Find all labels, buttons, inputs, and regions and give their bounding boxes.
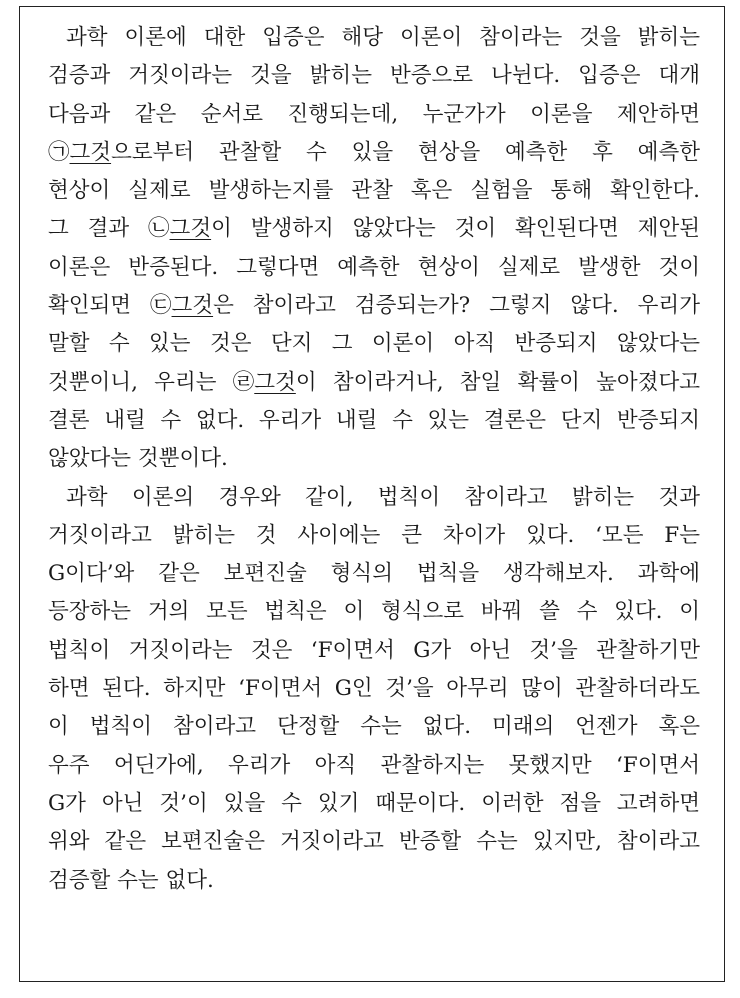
text-line: 검증과 거짓이라는 것을 밝히는 반증으로 나뉜다. 입증은 대개: [48, 63, 700, 89]
line-text: 은 참이라고 검증되는가? 그렇지 않다. 우리가: [213, 293, 700, 319]
line-text: 것뿐이니, 우리는: [48, 369, 233, 395]
text-line: 과학 이론에 대한 입증은 해당 이론이 참이라는 것을 밝히는: [66, 25, 700, 50]
text-line: [48, 364, 700, 402]
line-text: 이 발생하지 않았다는 것이 확인된다면 제안된: [211, 216, 700, 242]
marker-giyeok: ㉠: [48, 139, 70, 165]
text-line: 않았다는 것뿐이다.: [48, 446, 228, 472]
line-text: 이 참이라거나, 참일 확률이 높아졌다고: [295, 369, 700, 395]
text-line: 이론은 반증된다. 그렇다면 예측한 현상이 실제로 발생한 것이: [48, 254, 700, 280]
text-line: 하면 된다. 하지만 ‘F이면서 G인 것’을 아무리 많이 관찰하더라도: [48, 676, 700, 702]
text-line: 결론 내릴 수 없다. 우리가 내릴 수 있는 결론은 단지 반증되지: [48, 407, 700, 433]
text-line: 위와 같은 보편진술은 거짓이라고 반증할 수는 있지만, 참이라고: [48, 829, 700, 855]
underlined-reference: 그것: [169, 216, 212, 242]
text-line: 우주 어딘가에, 우리가 아직 관찰하지는 못했지만 ‘F이면서: [48, 752, 700, 778]
underlined-reference: 그것: [171, 293, 214, 319]
paragraph-2: [48, 479, 700, 900]
text-line: 거짓이라고 밝히는 것 사이에는 큰 차이가 있다. ‘모든 F는: [48, 522, 700, 548]
paragraph-1: [48, 19, 700, 479]
text-line: 검증할 수는 없다.: [48, 867, 214, 893]
passage-box: [19, 6, 725, 982]
marker-rieul: ㉣: [232, 369, 255, 395]
marker-nieun: ㉡: [148, 216, 170, 242]
text-line: [48, 287, 700, 325]
underlined-reference: 그것: [254, 369, 296, 395]
text-line: 말할 수 있는 것은 단지 그 이론이 아직 반증되지 않았다는: [48, 331, 700, 357]
line-text: 확인되면: [48, 293, 151, 319]
text-line: 등장하는 거의 모든 법칙은 이 형식으로 바꿔 쓸 수 있다. 이: [48, 599, 700, 625]
text-line: [48, 210, 700, 248]
line-text: 으로부터 관찰할 수 있을 현상을 예측한 후 예측한: [111, 139, 700, 165]
text-line: 과학 이론의 경우와 같이, 법칙이 참이라고 밝히는 것과: [66, 484, 700, 510]
marker-digeut: ㉢: [150, 293, 172, 319]
text-line: 현상이 실제로 발생하는지를 관찰 혹은 실험을 통해 확인한다.: [48, 178, 700, 204]
text-line: 법칙이 거짓이라는 것은 ‘F이면서 G가 아닌 것’을 관찰하기만: [48, 637, 700, 663]
text-line: [48, 134, 700, 172]
text-line: G이다’와 같은 보편진술 형식의 법칙을 생각해보자. 과학에: [48, 561, 700, 587]
text-line: G가 아닌 것’이 있을 수 있기 때문이다. 이러한 점을 고려하면: [48, 790, 700, 816]
underlined-reference: 그것: [69, 139, 112, 165]
text-line: 다음과 같은 순서로 진행되는데, 누군가가 이론을 제안하면: [48, 101, 700, 127]
text-line: 이 법칙이 참이라고 단정할 수는 없다. 미래의 언젠가 혹은: [48, 714, 700, 740]
line-text: 그 결과: [48, 216, 149, 242]
